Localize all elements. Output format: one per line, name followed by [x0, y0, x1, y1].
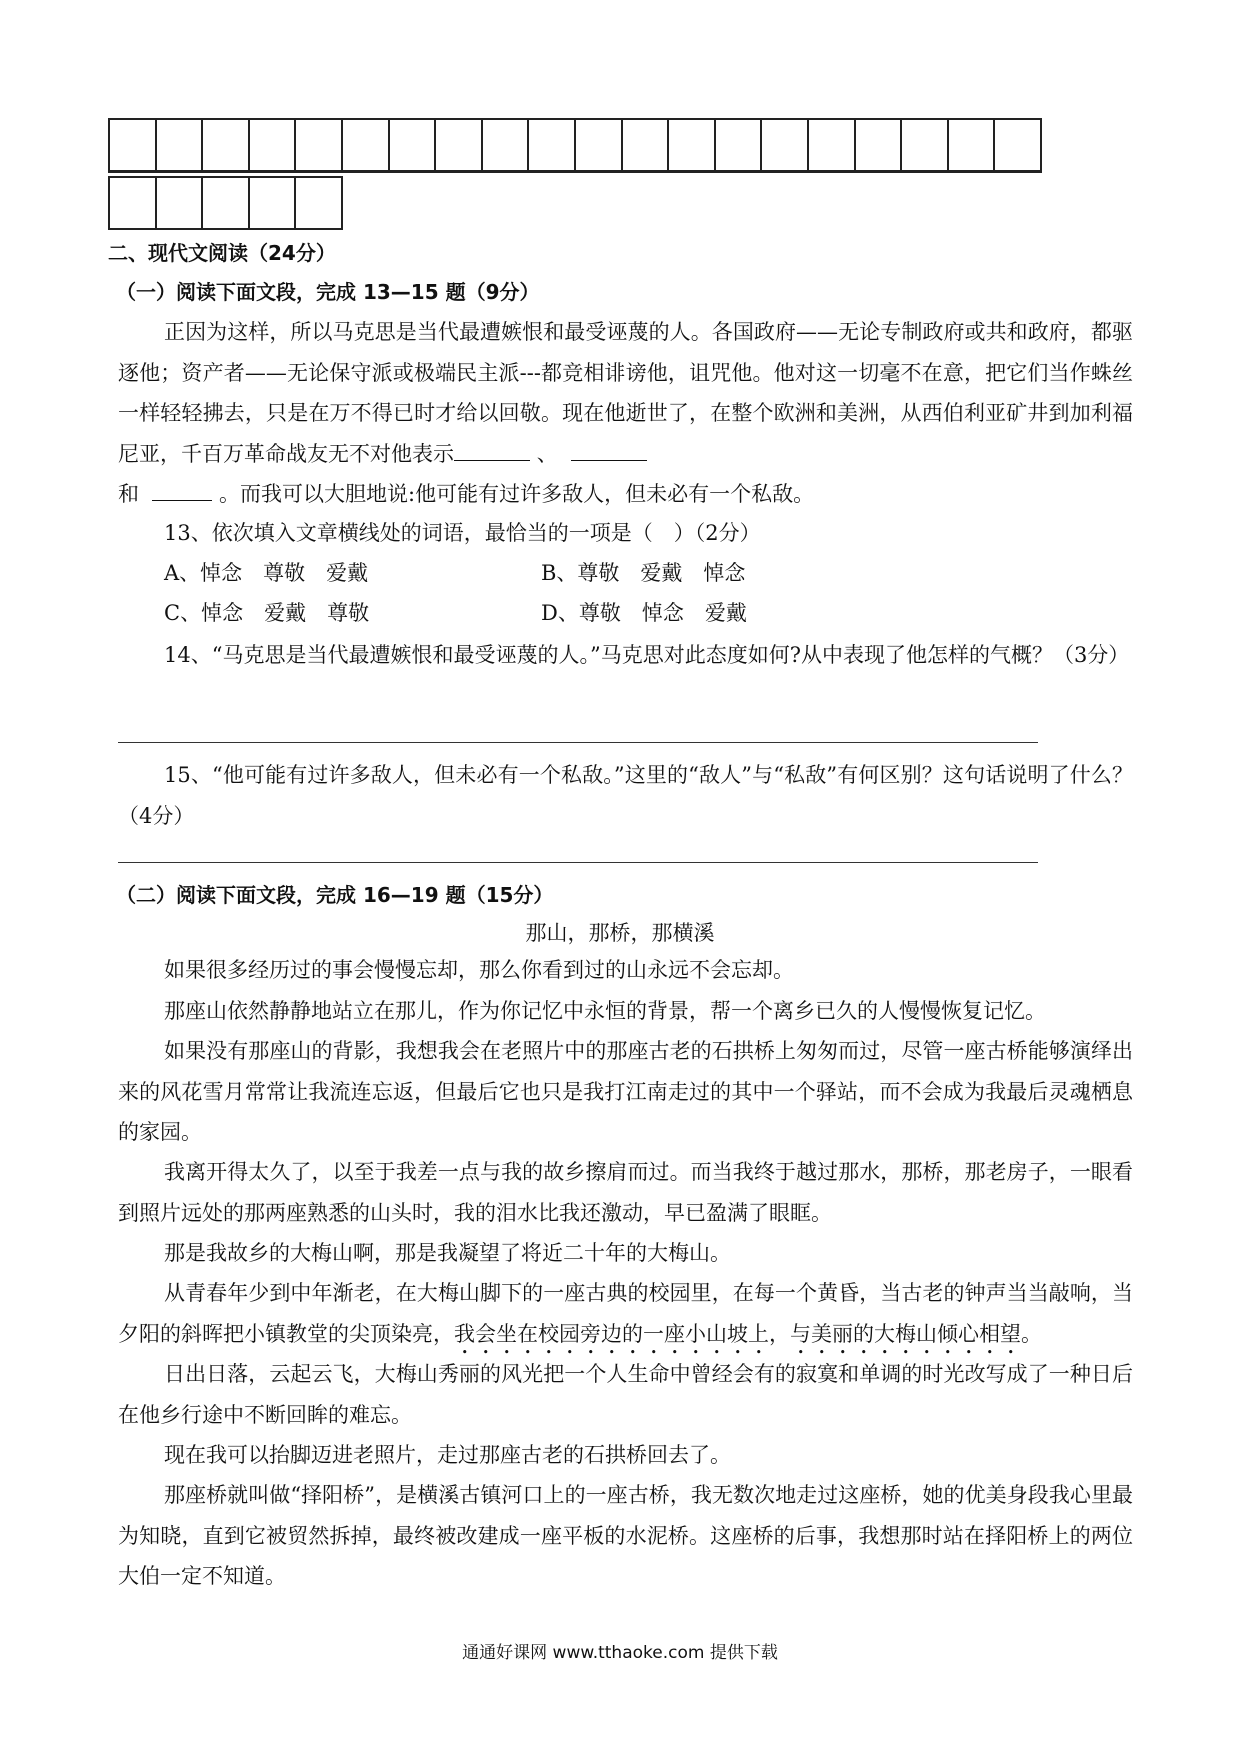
- article-paragraph-6: [118, 1273, 1133, 1359]
- grid-separator: [108, 171, 1042, 173]
- part2-heading: （二）阅读下面文段，完成 16—19 题（15分）: [116, 883, 554, 907]
- grid-cell: [296, 178, 343, 230]
- conjunction: 和: [118, 482, 139, 506]
- grid-cell: [809, 120, 856, 172]
- article-paragraph-2: 那座山依然静静地站立在那儿，作为你记忆中永恒的背景，帮一个离乡已久的人慢慢恢复记忆。: [164, 999, 1046, 1023]
- article-paragraph-5: 那是我故乡的大梅山啊，那是我凝望了将近二十年的大梅山。: [164, 1241, 731, 1265]
- grid-cell: [436, 120, 483, 172]
- option-c[interactable]: C、悼念 爱戴 尊敬: [164, 601, 370, 625]
- section-heading: 二、现代文阅读（24分）: [108, 241, 336, 265]
- question-15: 15、“他可能有过许多敌人，但未必有一个私敌。”这里的“敌人”与“私敌”有何区别？这句话说明了什么？（4分）: [118, 763, 1133, 828]
- grid-cell: [157, 178, 204, 230]
- paragraph-text: 从青春年少到中年渐老，在大梅山脚下的一座古典的校园里，在每一个黄昏，当古老的钟声当当敲响，当夕阳的斜晖把小镇教堂的尖顶染亮，: [118, 1281, 1133, 1346]
- grid-cell: [390, 120, 437, 172]
- question-13: 13、依次填入文章横线处的词语，最恰当的一项是（ ）（2分）: [164, 521, 761, 545]
- grid-cell: [250, 120, 297, 172]
- option-b[interactable]: B、尊敬 爱戴 悼念: [541, 561, 746, 585]
- article-paragraph-7: 日出日落，云起云飞，大梅山秀丽的风光把一个人生命中曾经会有的寂寞和单调的时光改写成了一种日后在他乡行途中不断回眸的难忘。: [118, 1362, 1133, 1427]
- grid-cell: [716, 120, 763, 172]
- article-title: 那山，那桥，那横溪: [525, 921, 715, 945]
- article-paragraph-1: 如果很多经历过的事会慢慢忘却，那么你看到过的山永远不会忘却。: [164, 958, 794, 982]
- answer-line[interactable]: [118, 742, 1038, 743]
- page-footer: 通通好课网 www.tthaoke.com 提供下载: [462, 1643, 778, 1663]
- grid-cell: [762, 120, 809, 172]
- article-paragraph-8: 现在我可以抬脚迈进老照片，走过那座古老的石拱桥回去了。: [164, 1443, 731, 1467]
- grid-cell: [949, 120, 996, 172]
- separator: 、: [536, 441, 558, 466]
- answer-blank[interactable]: [152, 478, 212, 501]
- question-14: 14、“马克思是当代最遭嫉恨和最受诬蔑的人。”马克思对此态度如何?从中表现了他怎样的气概？（3分）: [164, 643, 1130, 667]
- grid-cell: [669, 120, 716, 172]
- grid-cell: [157, 120, 204, 172]
- answer-blank[interactable]: [571, 438, 647, 461]
- grid-cell: [856, 120, 903, 172]
- article-paragraph-4: 我离开得太久了，以至于我差一点与我的故乡擦肩而过。而当我终于越过那水，那桥，那老房子，一眼看到照片远处的那两座熟悉的山头时，我的泪水比我还激动，早已盈满了眼眶。: [118, 1160, 1133, 1225]
- article-paragraph-9: 那座桥就叫做“择阳桥”，是横溪古镇河口上的一座古桥，我无数次地走过这座桥，她的优美身段我心里最为知晓，直到它被贸然拆掉，最终被改建成一座平板的水泥桥。这座桥的后事，我想那时站在择阳桥上的两位大伯一定不知道。: [118, 1483, 1133, 1588]
- part1-heading: （一）阅读下面文段，完成 13—15 题（9分）: [116, 280, 540, 304]
- answer-blank[interactable]: [454, 438, 530, 461]
- option-a[interactable]: A、悼念 尊敬 爱戴: [164, 561, 369, 585]
- passage-paragraph: [118, 312, 1133, 515]
- grid-cell: [203, 178, 250, 230]
- passage-text-end: 。而我可以大胆地说:他可能有过许多敌人，但未必有一个私敌。: [219, 482, 815, 506]
- grid-cell: [995, 120, 1042, 172]
- emphasized-sentence: 我会坐在校园旁边的一座小山坡上，与美丽的大梅山倾心相望: [454, 1321, 1021, 1346]
- grid-cell: [296, 120, 343, 172]
- grid-cell: [110, 178, 157, 230]
- grid-cell: [529, 120, 576, 172]
- grid-cell: [250, 178, 297, 230]
- grid-cell: [110, 120, 157, 172]
- paragraph-end: 。: [1021, 1321, 1042, 1346]
- writing-grid-row-1: [108, 118, 1042, 172]
- answer-line[interactable]: [118, 862, 1038, 863]
- grid-cell: [902, 120, 949, 172]
- article-paragraph-3: 如果没有那座山的背影，我想我会在老照片中的那座古老的石拱桥上匆匆而过，尽管一座古桥能够演绎出来的风花雪月常常让我流连忘返，但最后它也只是我打江南走过的其中一个驿站，而不会成为我最后灵魂栖息的家园。: [118, 1039, 1133, 1144]
- option-d[interactable]: D、尊敬 悼念 爱戴: [541, 601, 747, 625]
- grid-cell: [343, 120, 390, 172]
- passage-text: 正因为这样，所以马克思是当代最遭嫉恨和最受诬蔑的人。各国政府——无论专制政府或共和政府，都驱逐他；资产者——无论保守派或极端民主派---都竞相诽谤他，诅咒他。他对这一切毫不在意，把它们当作蛛丝一样轻轻拂去，只是在万不得已时才给以回敬。现在他逝世了，在整个欧洲和美洲，从西伯利亚矿井到加利福尼亚，千百万革命战友无不对他表示: [118, 320, 1133, 466]
- grid-cell: [483, 120, 530, 172]
- grid-cell: [576, 120, 623, 172]
- grid-cell: [623, 120, 670, 172]
- grid-cell: [203, 120, 250, 172]
- writing-grid-row-2: [108, 176, 343, 230]
